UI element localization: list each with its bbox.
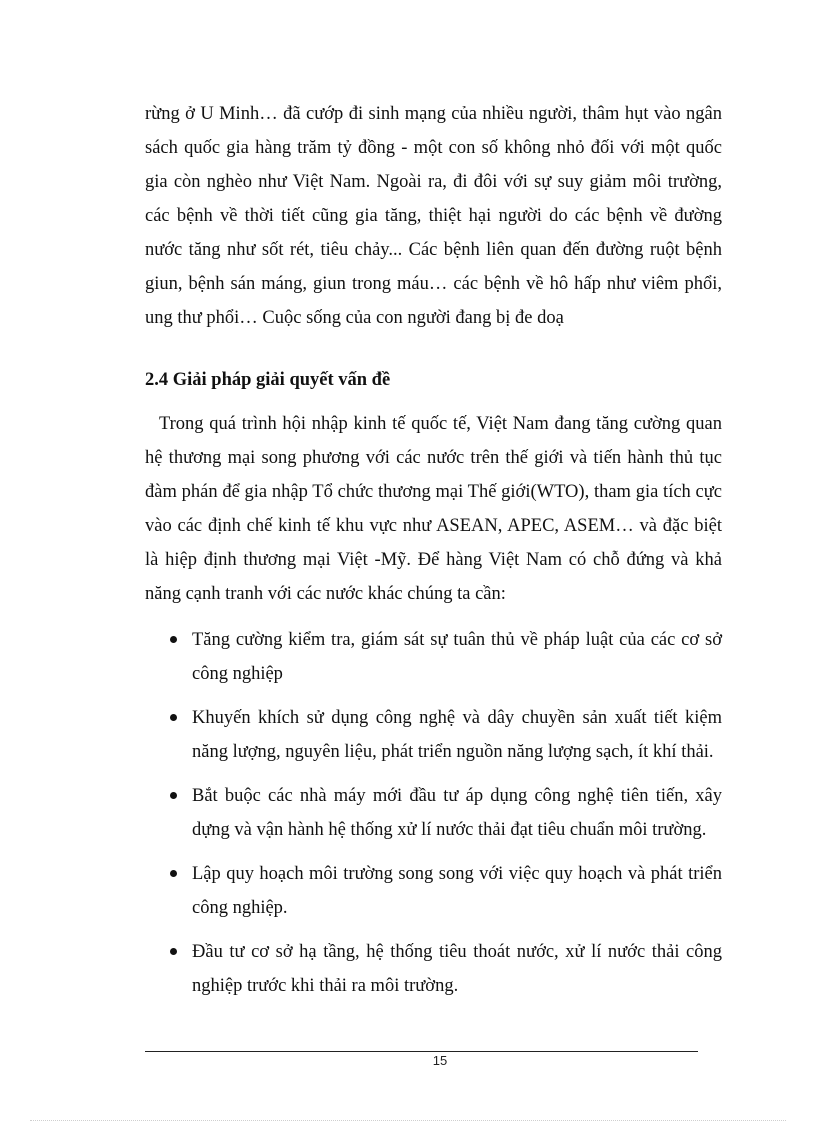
list-item-text: Tăng cường kiểm tra, giám sát sự tuân thủ về pháp luật của các cơ sở công nghiệp	[192, 630, 722, 684]
page-bottom-border	[30, 1120, 786, 1121]
bullet-icon	[170, 948, 177, 955]
bullet-icon	[170, 792, 177, 799]
bullet-icon	[170, 636, 177, 643]
list-item	[145, 935, 722, 1003]
list-item-text: Khuyến khích sử dụng công nghệ và dây chuyền sản xuất tiết kiệm năng lượng, nguyên liệu, phát triển nguồn năng lượng sạch, ít khí thải.	[192, 708, 722, 762]
footer-divider	[145, 1051, 698, 1052]
solution-list	[145, 623, 722, 1003]
list-item	[145, 857, 722, 925]
list-item-text: Bắt buộc các nhà máy mới đầu tư áp dụng công nghệ tiên tiến, xây dựng và vận hành hệ thống xử lí nước thải đạt tiêu chuẩn môi trường.	[192, 786, 722, 840]
list-item-text: Lập quy hoạch môi trường song song với việc quy hoạch và phát triển công nghiệp.	[192, 864, 722, 918]
page-number: 15	[432, 1053, 448, 1068]
section-paragraph: Trong quá trình hội nhập kinh tế quốc tế, Việt Nam đang tăng cường quan hệ thương mại song phương với các nước trên thế giới và tiến hành thủ tục đàm phán để gia nhập Tổ chức thương mại Thế giới(WTO), tham gia tích cực vào các định chế kinh tế khu vực như ASEAN, APEC, ASEM… và đặc biệt là hiệp định thương mại Việt -Mỹ. Để hàng Việt Nam có chỗ đứng và khả năng cạnh tranh với các nước khác chúng ta cần:	[145, 414, 722, 604]
list-item-text: Đầu tư cơ sở hạ tầng, hệ thống tiêu thoát nước, xử lí nước thải công nghiệp trước khi thải ra môi trường.	[192, 942, 722, 996]
intro-paragraph: rừng ở U Minh… đã cướp đi sinh mạng của nhiều người, thâm hụt vào ngân sách quốc gia hàng trăm tỷ đồng - một con số không nhỏ đối với một quốc gia còn nghèo như Việt Nam. Ngoài ra, đi đôi với sự suy giảm môi trường, các bệnh về thời tiết cũng gia tăng, thiệt hại người do các bệnh về đường nước tăng như sốt rét, tiêu chảy... Các bệnh liên quan đến đường ruột bệnh giun, bệnh sán máng, giun trong máu… các bệnh về hô hấp như viêm phổi, ung thư phổi… Cuộc sống của con người đang bị đe doạ	[145, 104, 722, 328]
list-item	[145, 701, 722, 769]
list-item	[145, 779, 722, 847]
list-item	[145, 623, 722, 691]
bullet-icon	[170, 870, 177, 877]
section-heading: 2.4 Giải pháp giải quyết vấn đề	[145, 370, 391, 390]
page-content	[145, 97, 722, 1013]
bullet-icon	[170, 714, 177, 721]
